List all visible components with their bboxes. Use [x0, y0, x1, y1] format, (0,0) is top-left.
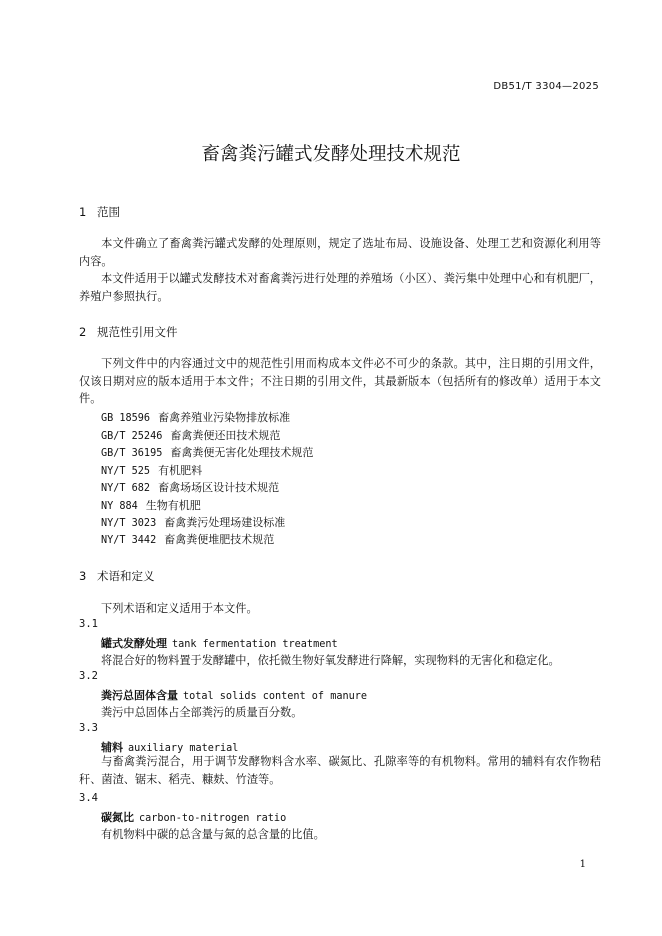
term-number: 3.2	[79, 670, 98, 682]
term-definition: 与畜禽粪污混合，用于调节发酵物料含水率、碳氮比、孔隙率等的有机物料。常用的辅料有农作物秸秆、菌渣、锯末、稻壳、糠麸、竹渣等。	[79, 755, 601, 786]
term-heading: 粪污总固体含量 total solids content of manure	[101, 689, 368, 702]
term-number: 3.1	[79, 618, 98, 630]
references-intro: 下列文件中的内容通过文中的规范性引用而构成本文件必不可少的条款。其中，注日期的引用文件，仅该日期对应的版本适用于本文件；不注日期的引用文件，其最新版本（包括所有的修改单）适用于本文件。	[79, 357, 601, 405]
section-title: 范围	[97, 205, 120, 219]
reference-item: GB/T 36195 畜禽粪便无害化处理技术规范	[101, 446, 314, 459]
page-number: 1	[579, 859, 586, 870]
reference-item: NY/T 682 畜禽场场区设计技术规范	[101, 481, 280, 494]
term-number: 3.4	[79, 792, 98, 804]
term-number: 3.3	[79, 722, 98, 734]
term-heading: 罐式发酵处理 tank fermentation treatment	[101, 637, 338, 650]
reference-item: GB 18596 畜禽养殖业污染物排放标准	[101, 411, 291, 424]
reference-item: GB/T 25246 畜禽粪便还田技术规范	[101, 429, 281, 442]
section-title: 术语和定义	[97, 569, 155, 583]
reference-item: NY 884 生物有机肥	[101, 499, 201, 512]
standard-code: DB51/T 3304—2025	[493, 81, 599, 92]
term-heading: 辅料 auxiliary material	[101, 741, 239, 754]
term-definition: 将混合好的物料置于发酵罐中，依托微生物好氧发酵进行降解，实现物料的无害化和稳定化。	[101, 654, 560, 667]
reference-item: NY/T 3442 畜禽粪便堆肥技术规范	[101, 533, 275, 546]
document-title: 畜禽粪污罐式发酵处理技术规范	[201, 144, 461, 165]
reference-item: NY/T 525 有机肥料	[101, 464, 203, 477]
term-definition: 有机物料中碳的总含量与氮的总含量的比值。	[101, 828, 325, 841]
scope-paragraph-1: 本文件确立了畜禽粪污罐式发酵的处理原则，规定了选址布局、设施设备、处理工艺和资源化利用等内容。	[79, 237, 601, 268]
reference-item: NY/T 3023 畜禽粪污处理场建设标准	[101, 516, 286, 529]
term-definition: 粪污中总固体占全部粪污的质量百分数。	[101, 706, 303, 719]
scope-paragraph-2: 本文件适用于以罐式发酵技术对畜禽粪污进行处理的养殖场（小区）、粪污集中处理中心和有机肥厂，养殖户参照执行。	[79, 272, 601, 303]
terms-intro: 下列术语和定义适用于本文件。	[101, 602, 258, 615]
section-title: 规范性引用文件	[97, 325, 178, 339]
term-heading: 碳氮比 carbon-to-nitrogen ratio	[101, 811, 287, 824]
section-1-heading	[79, 204, 120, 220]
section-number: 3	[79, 569, 87, 583]
section-number: 1	[79, 205, 87, 219]
section-number: 2	[79, 325, 87, 339]
section-2-heading	[79, 324, 178, 340]
section-3-heading	[79, 568, 155, 584]
